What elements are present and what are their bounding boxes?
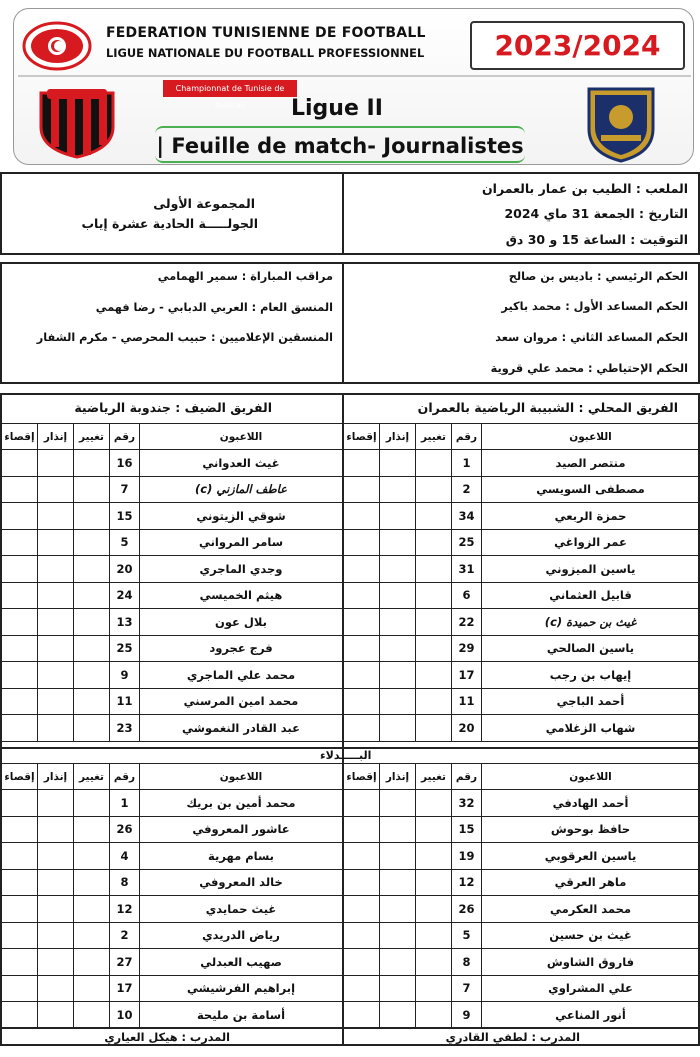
warning-cell[interactable] — [38, 715, 74, 742]
expulsion-cell[interactable] — [2, 869, 38, 896]
player-name: غيث بن حسين — [482, 922, 700, 949]
expulsion-cell[interactable] — [344, 843, 380, 870]
divider — [342, 172, 344, 255]
expulsion-cell[interactable] — [344, 816, 380, 843]
table-header-row — [2, 424, 343, 450]
table-row — [2, 662, 343, 689]
table-header-row — [344, 424, 700, 450]
change-cell[interactable] — [416, 949, 452, 976]
change-cell[interactable] — [74, 949, 110, 976]
warning-cell[interactable] — [38, 790, 74, 817]
header-players: اللاعبون — [482, 424, 700, 450]
player-name: خالد المعروفي — [140, 869, 343, 896]
table-row — [344, 975, 700, 1002]
expulsion-cell[interactable] — [2, 975, 38, 1002]
player-number: 23 — [110, 715, 140, 742]
warning-cell[interactable] — [38, 869, 74, 896]
header-banner — [13, 8, 694, 165]
table-row — [344, 922, 700, 949]
player-number: 19 — [452, 843, 482, 870]
player-number: 31 — [452, 556, 482, 583]
org-name: FEDERATION TUNISIENNE DE FOOTBALL — [106, 25, 426, 41]
warning-cell[interactable] — [38, 816, 74, 843]
table-row — [2, 843, 343, 870]
player-number: 5 — [452, 922, 482, 949]
warning-cell[interactable] — [380, 975, 416, 1002]
player-name: عاطف المازني (c) — [140, 476, 343, 503]
player-name: محمد علي الماجري — [140, 662, 343, 689]
header-change: تغيير — [74, 764, 110, 790]
table-row — [2, 503, 343, 530]
player-number: 24 — [110, 582, 140, 609]
divider — [342, 262, 344, 384]
warning-cell[interactable] — [38, 529, 74, 556]
table-row — [344, 869, 700, 896]
player-number: 20 — [110, 556, 140, 583]
expulsion-cell[interactable] — [344, 503, 380, 530]
change-cell[interactable] — [416, 556, 452, 583]
table-row — [2, 715, 343, 742]
expulsion-cell[interactable] — [2, 609, 38, 636]
warning-cell[interactable] — [380, 476, 416, 503]
table-row — [344, 556, 700, 583]
expulsion-cell[interactable] — [344, 609, 380, 636]
away-starters-table — [1, 423, 343, 742]
player-number: 20 — [452, 715, 482, 742]
player-name: غيث بن حميدة (c) — [482, 609, 700, 636]
warning-cell[interactable] — [380, 790, 416, 817]
change-cell[interactable] — [74, 476, 110, 503]
warning-cell[interactable] — [380, 582, 416, 609]
change-cell[interactable] — [74, 688, 110, 715]
table-row — [2, 450, 343, 477]
change-cell[interactable] — [74, 1002, 110, 1029]
table-row — [2, 529, 343, 556]
expulsion-cell[interactable] — [344, 1002, 380, 1029]
warning-cell[interactable] — [380, 503, 416, 530]
warning-cell[interactable] — [380, 609, 416, 636]
player-name: ياسين العرقوبي — [482, 843, 700, 870]
header-change: تغيير — [416, 764, 452, 790]
player-number: 8 — [110, 869, 140, 896]
expulsion-cell[interactable] — [344, 869, 380, 896]
warning-cell[interactable] — [38, 662, 74, 689]
expulsion-cell[interactable] — [2, 529, 38, 556]
expulsion-cell[interactable] — [2, 476, 38, 503]
league-name: LIGUE NATIONALE DU FOOTBALL PROFESSIONNEL — [106, 46, 425, 60]
season-badge: 2023/2024 — [470, 21, 685, 70]
warning-cell[interactable] — [380, 816, 416, 843]
table-row — [2, 922, 343, 949]
expulsion-cell[interactable] — [2, 556, 38, 583]
table-row — [2, 816, 343, 843]
away-team-title: الفريق الضيف : جندوبة الرياضية — [74, 400, 272, 415]
round-text: الجولـــــة الحادية عشرة إياب — [81, 216, 258, 231]
player-number: 8 — [452, 949, 482, 976]
table-row — [2, 688, 343, 715]
player-number: 7 — [452, 975, 482, 1002]
divider — [0, 1027, 700, 1028]
assistant2-text: الحكم المساعد الثاني : مروان سعد — [495, 331, 688, 344]
player-number: 2 — [110, 922, 140, 949]
player-name: رياض الدريدي — [140, 922, 343, 949]
header-players: اللاعبون — [482, 764, 700, 790]
player-name: أنور المناعي — [482, 1002, 700, 1029]
table-row — [344, 715, 700, 742]
sheet-title: | Feuille de match- Journalistes — [155, 126, 525, 163]
warning-cell[interactable] — [380, 896, 416, 923]
expulsion-cell[interactable] — [344, 556, 380, 583]
player-number: 7 — [110, 476, 140, 503]
expulsion-cell[interactable] — [2, 843, 38, 870]
player-name: شهاب الزغلامي — [482, 715, 700, 742]
divider — [18, 75, 691, 77]
table-row — [344, 949, 700, 976]
change-cell[interactable] — [416, 609, 452, 636]
player-name: فرج عجرود — [140, 635, 343, 662]
change-cell[interactable] — [416, 922, 452, 949]
expulsion-cell[interactable] — [2, 790, 38, 817]
player-name: عمر الزواغي — [482, 529, 700, 556]
warning-cell[interactable] — [38, 1002, 74, 1029]
expulsion-cell[interactable] — [344, 975, 380, 1002]
player-name: غيث حمايدي — [140, 896, 343, 923]
league-title: Ligue II — [291, 96, 383, 121]
change-cell[interactable] — [74, 843, 110, 870]
header-warning: إنذار — [380, 764, 416, 790]
expulsion-cell[interactable] — [2, 715, 38, 742]
player-number: 22 — [452, 609, 482, 636]
change-cell[interactable] — [416, 816, 452, 843]
table-header-row — [344, 764, 700, 790]
expulsion-cell[interactable] — [344, 896, 380, 923]
home-starters-table — [343, 423, 700, 742]
table-row — [344, 609, 700, 636]
player-number: 15 — [452, 816, 482, 843]
player-number: 27 — [110, 949, 140, 976]
table-row — [344, 476, 700, 503]
warning-cell[interactable] — [380, 688, 416, 715]
header-number: رقم — [452, 424, 482, 450]
substitutes-label: البـــــدلاء — [320, 749, 372, 762]
table-row — [344, 450, 700, 477]
header-expulsion: إقصاء — [344, 424, 380, 450]
expulsion-cell[interactable] — [344, 715, 380, 742]
ftf-crest-icon — [22, 21, 92, 71]
warning-cell[interactable] — [38, 975, 74, 1002]
change-cell[interactable] — [74, 503, 110, 530]
expulsion-cell[interactable] — [344, 688, 380, 715]
header-expulsion: إقصاء — [344, 764, 380, 790]
header-warning: إنذار — [38, 764, 74, 790]
warning-cell[interactable] — [380, 715, 416, 742]
warning-cell[interactable] — [38, 556, 74, 583]
player-number: 26 — [110, 816, 140, 843]
warning-cell[interactable] — [380, 869, 416, 896]
table-row — [344, 816, 700, 843]
change-cell[interactable] — [416, 582, 452, 609]
reserve-referee-text: الحكم الإحتياطي : محمد علي قروية — [490, 362, 688, 375]
change-cell[interactable] — [416, 790, 452, 817]
player-name: بسام مهرية — [140, 843, 343, 870]
warning-cell[interactable] — [380, 843, 416, 870]
player-number: 15 — [110, 503, 140, 530]
player-name: حمزة الربعي — [482, 503, 700, 530]
player-name: وجدي الماجري — [140, 556, 343, 583]
warning-cell[interactable] — [38, 922, 74, 949]
player-number: 17 — [110, 975, 140, 1002]
player-name: عبد القادر النغموشي — [140, 715, 343, 742]
table-row — [344, 503, 700, 530]
change-cell[interactable] — [74, 896, 110, 923]
change-cell[interactable] — [416, 662, 452, 689]
player-number: 12 — [452, 869, 482, 896]
media-coordinators-text: المنسقين الإعلاميين : حبيب المحرصي - مكرم الشفار — [36, 331, 333, 344]
expulsion-cell[interactable] — [2, 582, 38, 609]
warning-cell[interactable] — [380, 450, 416, 477]
warning-cell[interactable] — [380, 949, 416, 976]
player-name: هيثم الخميسي — [140, 582, 343, 609]
player-name: محمد امين المرسني — [140, 688, 343, 715]
expulsion-cell[interactable] — [2, 662, 38, 689]
warning-cell[interactable] — [380, 529, 416, 556]
table-row — [2, 896, 343, 923]
change-cell[interactable] — [416, 869, 452, 896]
observer-text: مراقب المباراة : سمير الهمامي — [157, 270, 333, 283]
assistant1-text: الحكم المساعد الأول : محمد باكير — [501, 300, 688, 313]
player-number: 26 — [452, 896, 482, 923]
date-text: التاريخ : الجمعة 31 ماي 2024 — [504, 206, 688, 221]
table-row — [2, 476, 343, 503]
player-name: صهيب العبدلي — [140, 949, 343, 976]
expulsion-cell[interactable] — [344, 662, 380, 689]
expulsion-cell[interactable] — [344, 949, 380, 976]
expulsion-cell[interactable] — [2, 896, 38, 923]
table-row — [2, 949, 343, 976]
away-coach-text: المدرب : هيكل العياري — [104, 1031, 230, 1044]
table-row — [344, 635, 700, 662]
change-cell[interactable] — [416, 896, 452, 923]
table-header-row — [2, 764, 343, 790]
change-cell[interactable] — [74, 790, 110, 817]
player-number: 6 — [452, 582, 482, 609]
expulsion-cell[interactable] — [2, 635, 38, 662]
player-number: 2 — [452, 476, 482, 503]
referee-text: الحكم الرئيسي : باديس بن صالح — [508, 270, 688, 283]
change-cell[interactable] — [416, 476, 452, 503]
player-name: علي المشراوي — [482, 975, 700, 1002]
header-number: رقم — [452, 764, 482, 790]
warning-cell[interactable] — [38, 896, 74, 923]
player-name: مصطفى السويسي — [482, 476, 700, 503]
table-row — [344, 662, 700, 689]
change-cell[interactable] — [74, 529, 110, 556]
expulsion-cell[interactable] — [2, 922, 38, 949]
player-number: 4 — [110, 843, 140, 870]
change-cell[interactable] — [416, 503, 452, 530]
player-number: 11 — [452, 688, 482, 715]
change-cell[interactable] — [416, 688, 452, 715]
player-name: أسامة بن مليحة — [140, 1002, 343, 1029]
warning-cell[interactable] — [38, 949, 74, 976]
home-team-title: الفريق المحلي : الشبيبة الرياضية بالعمران — [417, 400, 678, 415]
expulsion-cell[interactable] — [344, 635, 380, 662]
player-name: منتصر الصيد — [482, 450, 700, 477]
player-name: حافظ بوحوش — [482, 816, 700, 843]
header-expulsion: إقصاء — [2, 424, 38, 450]
player-number: 9 — [452, 1002, 482, 1029]
home-club-crest-icon — [37, 87, 117, 159]
warning-cell[interactable] — [380, 635, 416, 662]
player-name: بلال عون — [140, 609, 343, 636]
change-cell[interactable] — [74, 975, 110, 1002]
player-number: 25 — [452, 529, 482, 556]
player-name: محمد أمين بن بريك — [140, 790, 343, 817]
change-cell[interactable] — [416, 635, 452, 662]
coordinator-text: المنسق العام : العربي الدبابي - رضا فهمي — [95, 301, 333, 314]
player-number: 1 — [110, 790, 140, 817]
change-cell[interactable] — [74, 922, 110, 949]
expulsion-cell[interactable] — [344, 922, 380, 949]
change-cell[interactable] — [416, 1002, 452, 1029]
table-row — [2, 975, 343, 1002]
warning-cell[interactable] — [38, 609, 74, 636]
warning-cell[interactable] — [38, 450, 74, 477]
expulsion-cell[interactable] — [344, 476, 380, 503]
header-number: رقم — [110, 424, 140, 450]
table-row — [2, 582, 343, 609]
header-change: تغيير — [416, 424, 452, 450]
player-name: إيهاب بن رجب — [482, 662, 700, 689]
player-number: 25 — [110, 635, 140, 662]
table-row — [2, 556, 343, 583]
away-club-crest-icon — [583, 85, 659, 163]
player-name: محمد العكرمي — [482, 896, 700, 923]
change-cell[interactable] — [74, 609, 110, 636]
table-row — [344, 529, 700, 556]
table-row — [2, 869, 343, 896]
change-cell[interactable] — [416, 975, 452, 1002]
table-row — [2, 790, 343, 817]
player-number: 13 — [110, 609, 140, 636]
player-name: فاروق الشاوش — [482, 949, 700, 976]
expulsion-cell[interactable] — [344, 790, 380, 817]
player-number: 10 — [110, 1002, 140, 1029]
player-number: 9 — [110, 662, 140, 689]
player-name: إبراهيم الفرشيشي — [140, 975, 343, 1002]
expulsion-cell[interactable] — [2, 688, 38, 715]
group-text: المجموعة الأولى — [153, 196, 255, 211]
expulsion-cell[interactable] — [2, 949, 38, 976]
expulsion-cell[interactable] — [2, 816, 38, 843]
warning-cell[interactable] — [38, 635, 74, 662]
table-row — [344, 688, 700, 715]
expulsion-cell[interactable] — [2, 1002, 38, 1029]
player-name: شوقي الزيتوني — [140, 503, 343, 530]
player-number: 29 — [452, 635, 482, 662]
header-warning: إنذار — [380, 424, 416, 450]
player-name: أحمد الباجي — [482, 688, 700, 715]
table-row — [344, 790, 700, 817]
change-cell[interactable] — [416, 529, 452, 556]
expulsion-cell[interactable] — [344, 450, 380, 477]
change-cell[interactable] — [416, 715, 452, 742]
table-row — [344, 1002, 700, 1029]
player-name: أحمد الهادفي — [482, 790, 700, 817]
header-expulsion: إقصاء — [2, 764, 38, 790]
player-name: ياسين الصالحي — [482, 635, 700, 662]
table-row — [2, 1002, 343, 1029]
expulsion-cell[interactable] — [344, 582, 380, 609]
stadium-text: الملعب : الطيب بن عمار بالعمران — [482, 181, 688, 196]
header-number: رقم — [110, 764, 140, 790]
header-players: اللاعبون — [140, 764, 343, 790]
change-cell[interactable] — [74, 869, 110, 896]
player-number: 5 — [110, 529, 140, 556]
player-name: ياسين الميزوني — [482, 556, 700, 583]
change-cell[interactable] — [416, 843, 452, 870]
change-cell[interactable] — [74, 635, 110, 662]
change-cell[interactable] — [74, 662, 110, 689]
player-number: 12 — [110, 896, 140, 923]
warning-cell[interactable] — [38, 688, 74, 715]
warning-cell[interactable] — [380, 556, 416, 583]
player-name: غيث العدواني — [140, 450, 343, 477]
championship-banner: Championnat de Tunisie de football — [163, 80, 297, 97]
change-cell[interactable] — [74, 556, 110, 583]
expulsion-cell[interactable] — [344, 529, 380, 556]
home-subs-table — [343, 763, 700, 1029]
change-cell[interactable] — [74, 715, 110, 742]
warning-cell[interactable] — [380, 662, 416, 689]
table-row — [2, 635, 343, 662]
time-text: التوقيت : الساعة 15 و 30 دق — [505, 232, 688, 247]
warning-cell[interactable] — [380, 922, 416, 949]
warning-cell[interactable] — [38, 476, 74, 503]
header-warning: إنذار — [38, 424, 74, 450]
change-cell[interactable] — [74, 816, 110, 843]
table-row — [344, 896, 700, 923]
table-row — [344, 582, 700, 609]
table-row — [344, 843, 700, 870]
player-number: 32 — [452, 790, 482, 817]
expulsion-cell[interactable] — [2, 503, 38, 530]
warning-cell[interactable] — [38, 582, 74, 609]
change-cell[interactable] — [416, 450, 452, 477]
player-number: 16 — [110, 450, 140, 477]
change-cell[interactable] — [74, 450, 110, 477]
home-coach-text: المدرب : لطفي القادري — [445, 1031, 580, 1044]
away-subs-table — [1, 763, 343, 1029]
header-players: اللاعبون — [140, 424, 343, 450]
expulsion-cell[interactable] — [2, 450, 38, 477]
warning-cell[interactable] — [38, 503, 74, 530]
player-number: 11 — [110, 688, 140, 715]
player-name: عاشور المعروفي — [140, 816, 343, 843]
player-name: سامر المرواني — [140, 529, 343, 556]
table-row — [2, 609, 343, 636]
change-cell[interactable] — [74, 582, 110, 609]
warning-cell[interactable] — [38, 843, 74, 870]
warning-cell[interactable] — [380, 1002, 416, 1029]
header-change: تغيير — [74, 424, 110, 450]
player-name: قابيل العثماني — [482, 582, 700, 609]
player-number: 34 — [452, 503, 482, 530]
player-name: ماهر العرقي — [482, 869, 700, 896]
player-number: 1 — [452, 450, 482, 477]
player-number: 17 — [452, 662, 482, 689]
